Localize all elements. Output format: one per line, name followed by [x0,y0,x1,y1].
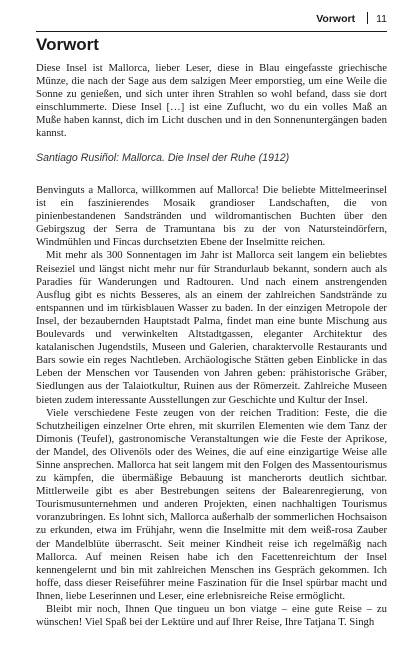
intro-quote-block [36,62,387,141]
main-text [36,184,387,629]
body-paragraph: Bleibt mir noch, Ihnen Que tingueu un bon viatge – eine gute Reise – zu wünschen! Viel Spaß bei der Lektüre und auf Ihrer Reise, Ihre Tatjana T. Singh [36,603,387,629]
header-rule [36,31,387,32]
page-number: 11 [376,13,387,25]
running-head-divider [367,12,368,24]
body-paragraph: Viele verschiedene Feste zeugen von der reichen Tradition: Feste, die die Schutzheiligen einzelner Orte ehren, mit skurrilen Elementen wie dem Tanz der Dimonis (Teufel), gastronomische Veranstaltungen wie die Feste der Aprikose, der Mandel, des Olivenöls oder des Weines, die auf eine einzigartige Weise alle Sinne ansprechen. Mallorca hat seit langem mit den Folgen des Massentourismus zu kämpfen, die übermäßige Bebauung ist mancherorts deutlich sichtbar. Mittlerweile gibt es aber Bestrebungen seitens der Balearenregierung, von Tourismusunternehmen und anderen Projekten, einen nachhaltigen Tourismus voranzubringen. Es lohnt sich, Mallorca außerhalb der sommerlichen Hochsaison zu erkunden, etwa im Frühjahr, wenn die Inselmitte mit dem weiß-rosa Zauber der Mandelblüte überrascht. Seit meiner Kindheit reise ich regelmäßig nach Mallorca. Auf meinen Reisen habe ich den Facettenreichtum der Insel kennengelernt und bin mit zahlreichen Menschen ins Gespräch gekommen. Ich hoffe, dass dieser Reiseführer meine Faszination für die Insel spürbar macht und Ihnen, liebe Leserinnen und Leser, eine erlebnisreiche Reise ermöglicht. [36,406,387,602]
quote-attribution: Santiago Rusiñol: Mallorca. Die Insel der Ruhe (1912) [36,152,290,164]
intro-paragraph: Diese Insel ist Mallorca, lieber Leser, diese in Blau eingefasste griechische Münze, die nach der Sage aus dem salzigen Meer emporstieg, um eine Weile die Sonne zu genießen, und sich unter ihren Strahlen so wohl befand, dass sie dort einschlummerte. Diese Insel […] ist eine Zuflucht, wo du ein volles Maß an Muße haben kannst, dich im Licht duschen und in den Sonnenuntergängen baden kannst. [36,62,387,140]
chapter-heading: Vorwort [36,35,99,54]
running-head [316,10,387,25]
body-paragraph: Mit mehr als 300 Sonnentagen im Jahr ist Mallorca seit langem ein beliebtes Reiseziel und längst nicht mehr nur für Strandurlaub bekannt, sondern auch als Paradies für Wanderungen und Radtouren. Und nach einem anstrengenden Ausflug gibt es nichts Besseres, als an einem der zahlreichen Sandstrände zu entspannen und im türkisblauen Wasser zu baden. In der einzigen Metropole der Insel, der bezaubernden Hauptstadt Palma, findet man eine bunte Mischung aus Boulevards und verwinkelten Altstadtgassen, eleganter Architektur des katalanischen Jugendstils, Museen und Galerien, charaktervolle Restaurants und Bars sowie ein reges Nachtleben. Archäologische Stätten geben Einblicke in das Leben der Menschen vor Tausenden von Jahren geben: prähistorische Gräber, Siedlungen aus der Talaiotkultur, Ruinen aus der Römerzeit. Zahlreiche Museen bieten zudem interessante Ausstellungen zur Geschichte und Kultur der Insel. [36,249,387,406]
running-head-section: Vorwort [316,13,356,25]
body-paragraph: Benvinguts a Mallorca, willkommen auf Mallorca! Die beliebte Mittelmeerinsel ist ein faszinierendes Mosaik grandioser Landschaften, die von pinienbestandenen Sandstränden und wildromantischen Buchten über den Gebirgszug der Serra de Tramuntana bis zu der von Natursteindörfern, Windmühlen und Fincas durchsetzten Ebene der Inselmitte reichen. [36,184,387,249]
